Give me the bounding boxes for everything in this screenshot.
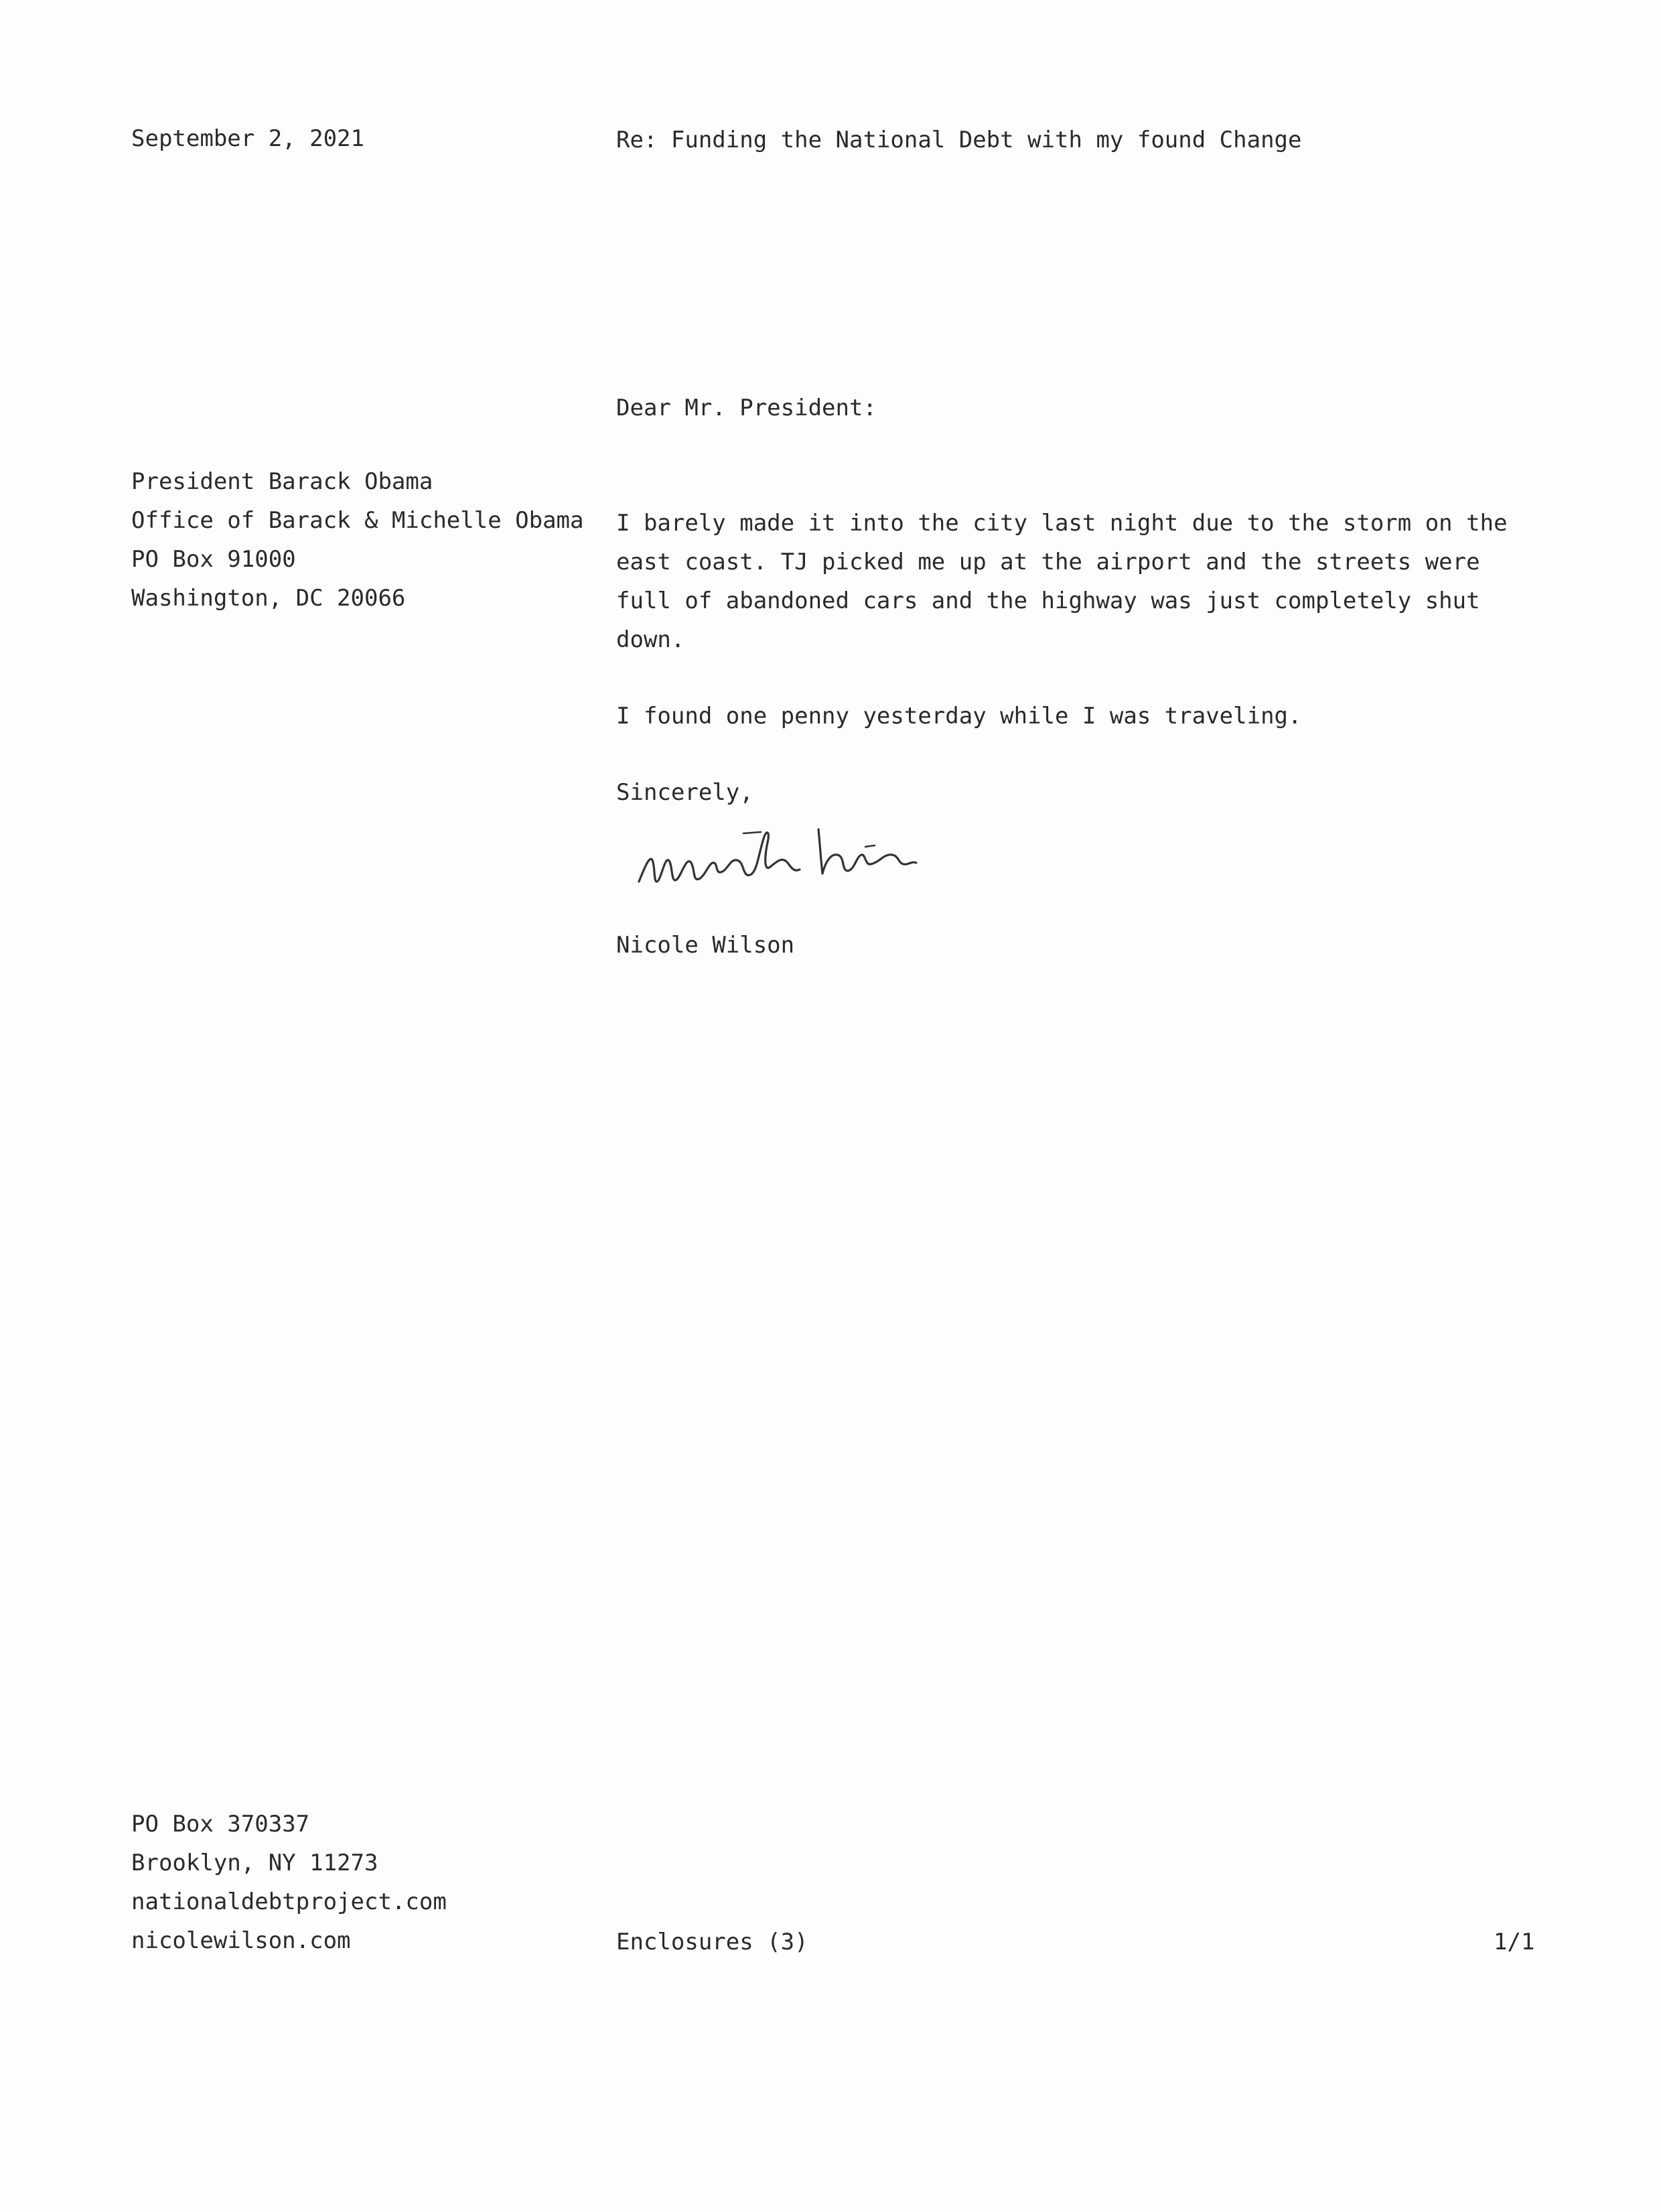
body-paragraph-2: I found one penny yesterday while I was traveling. bbox=[616, 703, 1302, 730]
letter-subject: Re: Funding the National Debt with my found Change bbox=[616, 127, 1302, 153]
body-line: I barely made it into the city last night due to the storm on the bbox=[616, 510, 1508, 537]
sender-address bbox=[131, 1805, 447, 1960]
sender-website-link[interactable]: nationaldebtproject.com bbox=[131, 1888, 447, 1915]
body-paragraph-1 bbox=[616, 504, 1508, 659]
recipient-po-box: PO Box 91000 bbox=[131, 546, 296, 573]
handwritten-signature bbox=[630, 816, 951, 903]
closing: Sincerely, bbox=[616, 779, 753, 806]
body-line: full of abandoned cars and the highway was just completely shut bbox=[616, 587, 1480, 614]
sender-city: Brooklyn, NY 11273 bbox=[131, 1850, 378, 1876]
recipient-city: Washington, DC 20066 bbox=[131, 585, 406, 612]
sender-website-link[interactable]: nicolewilson.com bbox=[131, 1927, 351, 1954]
recipient-address bbox=[131, 462, 584, 618]
recipient-name: President Barack Obama bbox=[131, 468, 433, 495]
sender-po-box: PO Box 370337 bbox=[131, 1811, 310, 1838]
body-line: down. bbox=[616, 626, 685, 653]
salutation: Dear Mr. President: bbox=[616, 395, 877, 421]
recipient-office: Office of Barack & Michelle Obama bbox=[131, 507, 584, 534]
page-number: 1/1 bbox=[1494, 1929, 1535, 1955]
enclosures-note: Enclosures (3) bbox=[616, 1929, 808, 1955]
signer-name: Nicole Wilson bbox=[616, 932, 795, 959]
body-line: east coast. TJ picked me up at the airport and the streets were bbox=[616, 549, 1480, 575]
letter-date: September 2, 2021 bbox=[131, 125, 364, 152]
